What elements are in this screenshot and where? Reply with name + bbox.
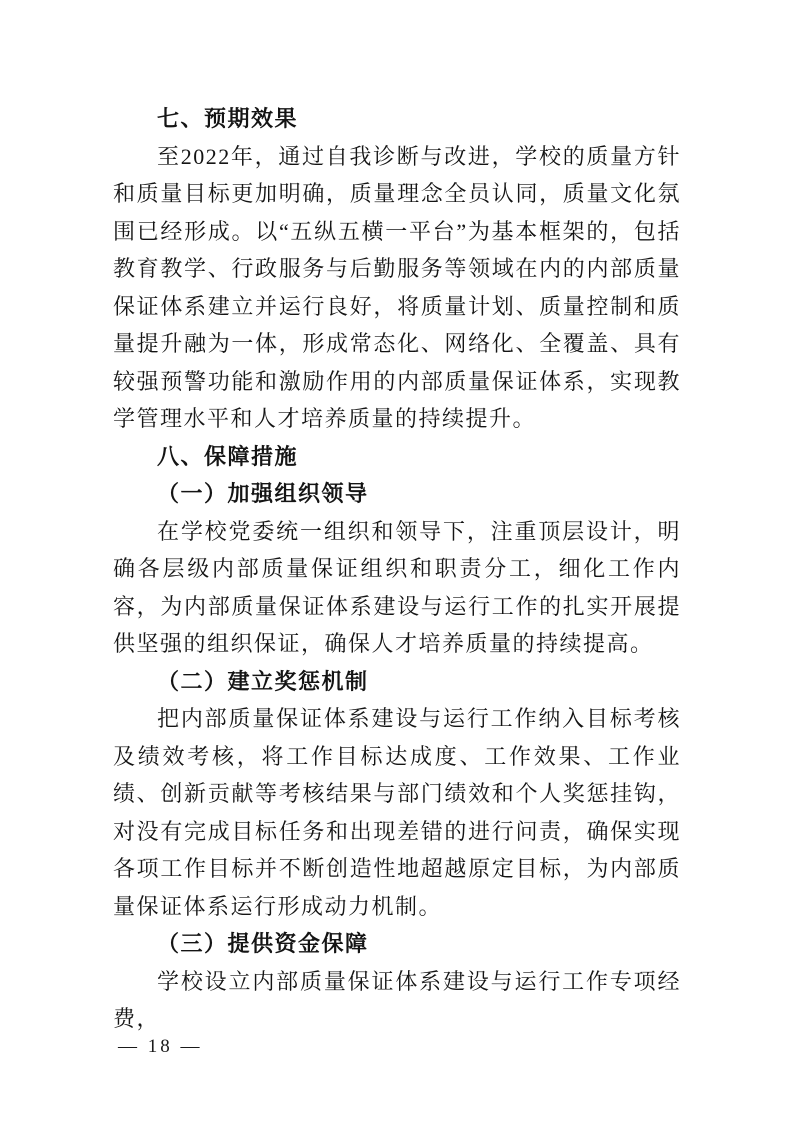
section-heading-7: 七、预期效果 [157,106,299,131]
subsection-heading-3: （三）提供资金保障 [157,931,369,956]
paragraph-reward-punishment: 把内部质量保证体系建设与运行工作纳入目标考核及绩效考核，将工作目标达成度、工作效果、工作业绩、创新贡献等考核结果与部门绩效和个人奖惩挂钩，对没有完成目标任务和出现差错的进行问责，确保实现各项工作目标并不断创造性地超越原定目标，为内部质量保证体系运行形成动力机制。 [113,706,681,919]
subsection-heading-2: （二）建立奖惩机制 [157,668,369,694]
paragraph-funding-guarantee: 学校设立内部质量保证体系建设与运行工作专项经费， [113,968,681,1031]
document-body [113,100,681,1038]
paragraph-organization-leadership: 在学校党委统一组织和领导下，注重顶层设计，明确各层级内部质量保证组织和职责分工，细化工作内容，为内部质量保证体系建设与运行工作的扎实开展提供坚强的组织保证，确保人才培养质量的持续提高。 [113,518,681,656]
page-number: — 18 — [118,1036,203,1057]
section-heading-8: 八、保障措施 [157,443,299,469]
subsection-heading-1: （一）加强组织领导 [157,481,369,506]
paragraph-expected-results: 至2022年，通过自我诊断与改进，学校的质量方针和质量目标更加明确，质量理念全员认同，质量文化氛围已经形成。以“五纵五横一平台”为基本框架的，包括教育教学、行政服务与后勤服务等领域在内的内部质量保证体系建立并运行良好，将质量计划、质量控制和质量提升融为一体，形成常态化、网络化、全覆盖、具有较强预警功能和激励作用的内部质量保证体系，实现教学管理水平和人才培养质量的持续提升。 [113,143,681,431]
